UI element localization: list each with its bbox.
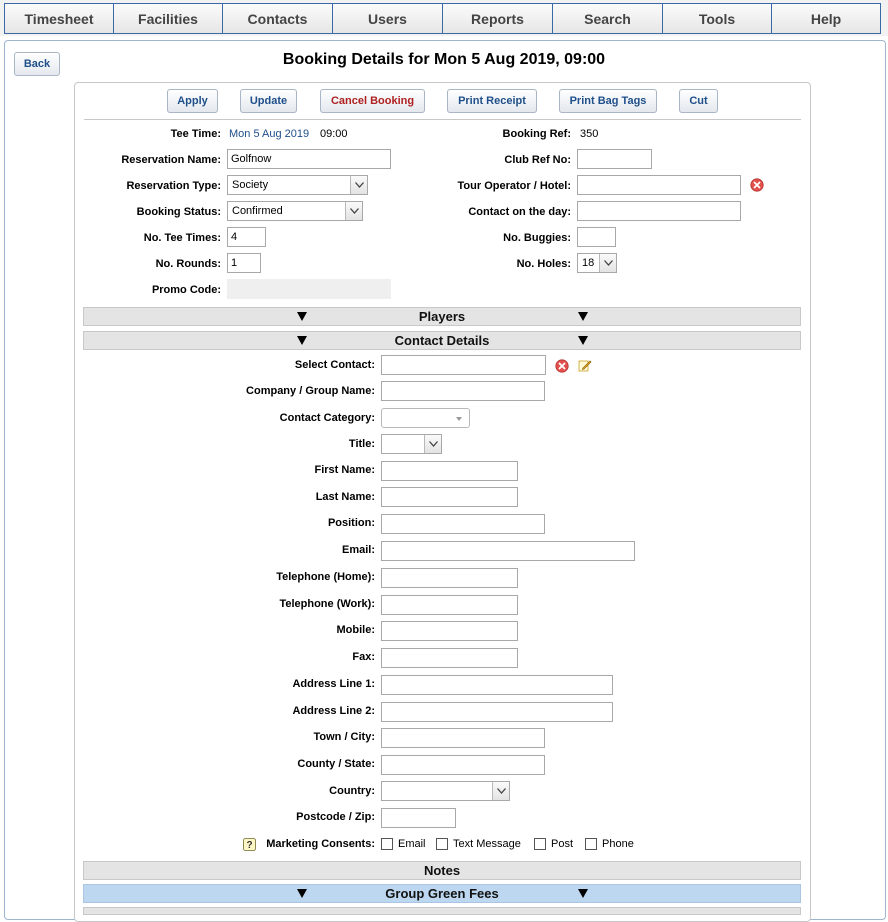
contact-category-label: Contact Category:: [279, 412, 375, 424]
last-name-input[interactable]: [381, 487, 518, 507]
consent-text-checkbox[interactable]: [436, 838, 448, 850]
town-input[interactable]: [381, 728, 545, 748]
no-holes-value: 18: [582, 257, 595, 269]
tel-home-input[interactable]: [381, 568, 518, 588]
update-button[interactable]: Update: [240, 89, 297, 113]
expand-triangle-icon: [578, 889, 588, 898]
nav-timesheet[interactable]: Timesheet: [4, 3, 114, 34]
booking-ref-value: 350: [580, 128, 599, 140]
consent-post-label: Post: [551, 838, 574, 850]
consent-email-checkbox[interactable]: [381, 838, 393, 850]
promo-code-input: [227, 279, 391, 299]
booking-status-value: Confirmed: [232, 205, 283, 217]
club-ref-label: Club Ref No:: [504, 154, 571, 166]
marketing-consents-label: Marketing Consents:: [266, 838, 375, 850]
club-ref-input[interactable]: [577, 149, 652, 169]
cancel-booking-button[interactable]: Cancel Booking: [320, 89, 425, 113]
nav-contacts[interactable]: Contacts: [222, 3, 333, 34]
reservation-type-value: Society: [232, 179, 269, 191]
tel-work-label: Telephone (Work):: [279, 598, 375, 610]
reservation-name-label: Reservation Name:: [121, 154, 221, 166]
position-input[interactable]: [381, 514, 545, 534]
expand-triangle-icon: [297, 336, 307, 345]
reservation-type-label: Reservation Type:: [126, 180, 221, 192]
consent-phone-checkbox[interactable]: [585, 838, 597, 850]
svg-text:?: ?: [246, 840, 253, 851]
contact-on-day-input[interactable]: [577, 201, 741, 221]
no-tee-times-input[interactable]: [227, 227, 266, 247]
toolbar-divider: [84, 119, 801, 120]
contact-on-day-label: Contact on the day:: [468, 206, 571, 218]
no-rounds-input[interactable]: [227, 253, 261, 273]
contact-category-select[interactable]: [381, 408, 470, 428]
no-tee-times-label: No. Tee Times:: [143, 232, 221, 244]
contact-details-section-title: Contact Details: [394, 333, 490, 348]
notes-section-title: Notes: [423, 863, 461, 878]
address2-label: Address Line 2:: [292, 705, 375, 717]
expand-triangle-icon: [578, 336, 588, 345]
company-input[interactable]: [381, 381, 545, 401]
email-label: Email:: [341, 544, 375, 556]
consent-email-label: Email: [398, 838, 426, 850]
consent-text-label: Text Message: [453, 838, 521, 850]
cut-button[interactable]: Cut: [679, 89, 718, 113]
pencil-icon[interactable]: [578, 358, 592, 372]
fax-input[interactable]: [381, 648, 518, 668]
no-buggies-input[interactable]: [577, 227, 616, 247]
postcode-input[interactable]: [381, 808, 456, 828]
nav-users[interactable]: Users: [332, 3, 443, 34]
first-name-input[interactable]: [381, 461, 518, 481]
consent-post-checkbox[interactable]: [534, 838, 546, 850]
tel-work-input[interactable]: [381, 595, 518, 615]
booking-ref-label: Booking Ref:: [502, 128, 571, 140]
chevron-down-icon: [456, 417, 462, 421]
nav-tools[interactable]: Tools: [662, 3, 772, 34]
reservation-type-select[interactable]: [227, 175, 368, 195]
country-select[interactable]: [381, 781, 510, 801]
county-input[interactable]: [381, 755, 545, 775]
no-holes-label: No. Holes:: [516, 258, 571, 270]
title-label: Title:: [348, 438, 375, 450]
tour-operator-input[interactable]: [577, 175, 741, 195]
expand-triangle-icon: [578, 312, 588, 321]
promo-code-label: Promo Code:: [151, 284, 221, 296]
clear-icon[interactable]: [555, 359, 569, 373]
postcode-label: Postcode / Zip:: [296, 811, 375, 823]
group-green-fees-section-header[interactable]: [83, 884, 801, 903]
print-receipt-button[interactable]: Print Receipt: [447, 89, 537, 113]
apply-button[interactable]: Apply: [167, 89, 218, 113]
chevron-down-icon: [492, 782, 509, 800]
position-label: Position:: [327, 517, 375, 529]
page-title: Booking Details for Mon 5 Aug 2019, 09:00: [282, 51, 606, 68]
tour-operator-label: Tour Operator / Hotel:: [457, 180, 571, 192]
notes-section-header[interactable]: [83, 861, 801, 880]
last-name-label: Last Name:: [315, 491, 375, 503]
select-contact-input[interactable]: [381, 355, 546, 375]
country-label: Country:: [329, 785, 375, 797]
address2-input[interactable]: [381, 702, 613, 722]
booking-status-select[interactable]: [227, 201, 363, 221]
town-label: Town / City:: [313, 731, 375, 743]
print-bag-tags-button[interactable]: Print Bag Tags: [559, 89, 657, 113]
no-buggies-label: No. Buggies:: [503, 232, 571, 244]
mobile-input[interactable]: [381, 621, 518, 641]
consent-phone-label: Phone: [602, 838, 634, 850]
nav-search[interactable]: Search: [552, 3, 663, 34]
address1-label: Address Line 1:: [292, 678, 375, 690]
clear-icon[interactable]: [750, 178, 764, 192]
tee-time-time: 09:00: [320, 128, 348, 140]
tee-time-label: Tee Time:: [170, 128, 221, 140]
help-icon[interactable]: [243, 838, 256, 851]
email-field[interactable]: [381, 541, 635, 561]
expand-triangle-icon: [297, 312, 307, 321]
nav-help[interactable]: Help: [771, 3, 881, 34]
expand-triangle-icon: [297, 889, 307, 898]
reservation-name-input[interactable]: [227, 149, 391, 169]
chevron-down-icon: [599, 254, 616, 272]
tee-time-date: Mon 5 Aug 2019: [229, 128, 310, 140]
mobile-label: Mobile:: [336, 624, 375, 636]
no-rounds-label: No. Rounds:: [155, 258, 221, 270]
tel-home-label: Telephone (Home):: [276, 571, 375, 583]
players-section-header[interactable]: [83, 307, 801, 326]
select-contact-label: Select Contact:: [294, 359, 375, 371]
players-section-title: Players: [418, 309, 466, 324]
no-holes-select[interactable]: [577, 253, 617, 273]
fax-label: Fax:: [352, 651, 375, 663]
nav-facilities[interactable]: Facilities: [113, 3, 223, 34]
contact-details-section-header[interactable]: [83, 331, 801, 350]
chevron-down-icon: [345, 202, 362, 220]
first-name-label: First Name:: [314, 464, 375, 476]
group-green-fees-section-title: Group Green Fees: [385, 886, 499, 901]
next-section-header[interactable]: [83, 907, 801, 915]
address1-input[interactable]: [381, 675, 613, 695]
nav-reports[interactable]: Reports: [442, 3, 553, 34]
booking-status-label: Booking Status:: [136, 206, 221, 218]
chevron-down-icon: [424, 435, 441, 453]
back-button[interactable]: Back: [14, 52, 60, 76]
top-nav: [0, 0, 888, 36]
company-label: Company / Group Name:: [246, 385, 375, 397]
chevron-down-icon: [350, 176, 367, 194]
title-select[interactable]: [381, 434, 442, 454]
county-label: County / State:: [297, 758, 375, 770]
